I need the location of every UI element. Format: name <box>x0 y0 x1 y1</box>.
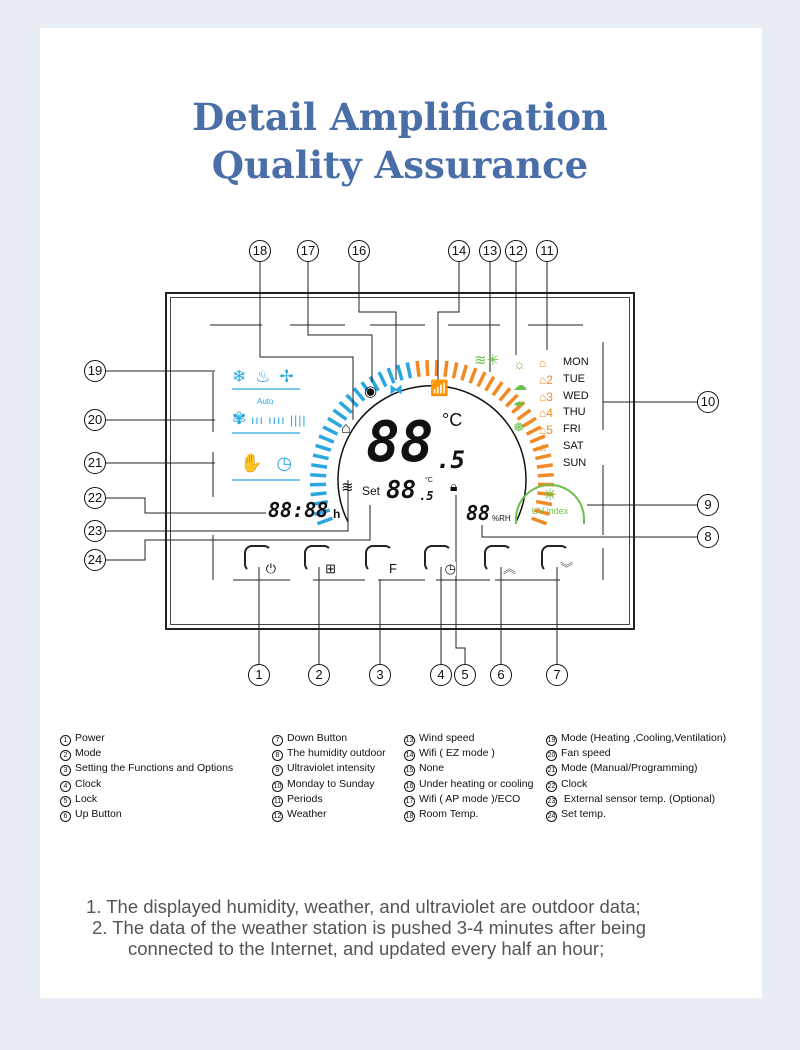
schedule-clock-icon: ◷ <box>276 453 307 473</box>
legend-number: 22 <box>547 782 556 790</box>
snowflake-icon: ❄ <box>232 367 256 386</box>
callout-13: 13 <box>479 240 501 262</box>
legend-item <box>404 792 533 807</box>
legend-number: 9 <box>272 765 283 776</box>
legend-item <box>272 761 386 776</box>
leader-line <box>482 525 697 537</box>
clock-icon: ◷ <box>444 561 456 576</box>
legend-number: 1 <box>60 735 71 746</box>
legend-label: Wifi ( AP mode )/ECO <box>419 792 521 805</box>
temperature-tick <box>417 361 419 377</box>
day-sat: SAT <box>563 440 584 452</box>
humidity-unit: %RH <box>492 514 511 523</box>
temperature-tick <box>445 361 447 377</box>
callout-2: 2 <box>308 664 330 686</box>
legend-label: The humidity outdoor <box>287 747 386 760</box>
period-icons: ⌂ ⌂2 ⌂3 ⌂4 ⌂5 ⌂ <box>539 356 553 454</box>
down-chevron-icon: ︾ <box>559 561 573 576</box>
temperature-tick <box>537 465 553 467</box>
day-thu: THU <box>563 406 586 419</box>
legend-label: Under heating or cooling <box>419 777 534 790</box>
legend-item <box>404 731 533 746</box>
legend-number: 14 <box>405 752 414 760</box>
manual-program-icons <box>240 453 306 474</box>
legend-number: 6 <box>60 811 71 822</box>
day-mon: MON <box>563 356 589 368</box>
legend-item <box>546 731 726 746</box>
legend-number: 12 <box>273 813 282 821</box>
temperature-tick <box>319 436 334 442</box>
legend-label: External sensor temp. (Optional) <box>561 792 716 805</box>
note-2: 2. The data of the weather station is pushed 3-4 minutes after being <box>92 917 646 938</box>
temperature-tick <box>316 445 331 450</box>
legend-label: Mode (Manual/Programming) <box>561 762 698 775</box>
temperature-tick <box>427 360 428 376</box>
callout-8: 8 <box>697 526 719 548</box>
temperature-tick <box>347 395 358 406</box>
legend-label: Mode <box>75 747 102 760</box>
legend-column <box>272 731 386 822</box>
leader-line <box>260 262 353 420</box>
legend-label: Wind speed <box>419 732 475 744</box>
legend-number: 24 <box>547 813 556 821</box>
legend-number: 11 <box>273 797 282 805</box>
callout-16: 16 <box>348 240 370 262</box>
legend-label: Clock <box>75 777 102 790</box>
clock-unit: h <box>333 507 341 521</box>
eco-icon: ◉ <box>364 383 378 400</box>
legend-label: Wifi ( EZ mode ) <box>419 747 495 760</box>
wifi-icon: 📶 <box>430 380 449 397</box>
clock-display: 88:88 <box>268 498 329 522</box>
callout-21: 21 <box>84 452 106 474</box>
sun-icon: ☼ <box>513 356 526 372</box>
legend-number: 23 <box>547 797 556 805</box>
callout-12: 12 <box>505 240 527 262</box>
fan-icon: ✢ <box>279 367 303 386</box>
wind-speed-icon: ≋✳ <box>474 352 500 369</box>
main-temp-decimal: .5 <box>436 446 465 474</box>
up-chevron-icon: ︽ <box>502 561 516 576</box>
legend-label: Setting the Functions and Options <box>75 762 234 775</box>
temperature-tick <box>398 365 403 380</box>
flame-icon: ♨ <box>255 367 280 386</box>
legend-number: 5 <box>60 796 71 807</box>
uv-gauge <box>515 484 585 524</box>
legend-item <box>60 792 233 807</box>
main-temp: 88 <box>366 410 434 475</box>
legend-label: Weather <box>287 808 327 821</box>
valve-icon: ⧓ <box>389 381 403 397</box>
callout-24: 24 <box>84 549 106 571</box>
room-temp-icon: ⌂ <box>341 420 351 437</box>
function-button[interactable] <box>365 545 397 576</box>
legend-item <box>546 761 726 776</box>
temperature-tick <box>379 372 386 386</box>
cloud-icon: ☁ <box>513 377 527 393</box>
legend-number: 2 <box>60 750 71 761</box>
legend-column <box>60 731 233 822</box>
legend-column <box>546 731 726 822</box>
day-fri: FRI <box>563 423 581 436</box>
day-tue: TUE <box>563 372 585 385</box>
legend-number: 4 <box>60 781 71 792</box>
legend-item <box>404 777 533 792</box>
legend-label: Up Button <box>75 808 122 821</box>
legend-item <box>60 777 233 792</box>
set-temp-unit: °C <box>425 477 433 484</box>
temperature-tick <box>462 365 467 380</box>
callout-14: 14 <box>448 240 470 262</box>
uv-burst-icon: ✳ <box>543 487 557 504</box>
fan-auto-label: Auto <box>257 397 274 406</box>
snow-cloud-icon: ❅ <box>513 419 525 435</box>
day-sun: SUN <box>563 456 587 469</box>
clock-button[interactable] <box>424 545 456 576</box>
weather-icons <box>513 354 529 438</box>
legend-number: 13 <box>405 737 414 744</box>
legend-label: Room Temp. <box>419 808 479 821</box>
hand-icon: ✋ <box>240 453 277 473</box>
temperature-tick <box>407 363 410 379</box>
day-wed: WED <box>563 389 589 402</box>
heating-icon: ≋ <box>341 479 354 496</box>
temperature-tick <box>323 427 337 434</box>
uv-label: UV index <box>531 506 569 516</box>
callout-3: 3 <box>369 664 391 686</box>
title-line-1: Detail Amplification <box>192 95 608 139</box>
legend-number: 15 <box>405 767 414 775</box>
callout-17: 17 <box>297 240 319 262</box>
callout-9: 9 <box>697 494 719 516</box>
legend-label: Monday to Sunday <box>287 777 375 790</box>
legend-item <box>60 807 233 822</box>
temperature-tick <box>311 493 327 495</box>
callout-10: 10 <box>697 391 719 413</box>
legend-item <box>272 746 386 761</box>
legend-number: 17 <box>405 797 414 805</box>
legend-item <box>272 807 386 822</box>
set-temp-decimal: .5 <box>419 489 434 503</box>
set-label: Set <box>362 484 381 498</box>
function-f-icon: F <box>389 561 397 576</box>
leader-line <box>106 498 266 513</box>
temperature-tick <box>310 475 326 476</box>
callout-18: 18 <box>249 240 271 262</box>
legend-number: 18 <box>405 813 414 821</box>
temperature-tick <box>436 360 437 376</box>
mode-grid-icon: ⊞ <box>325 561 336 576</box>
temperature-tick <box>500 388 510 400</box>
temperature-tick <box>328 418 342 426</box>
legend-number: 8 <box>272 750 283 761</box>
fan-speed-icon: ✾ ııı ıııı |||| <box>232 409 307 428</box>
legend-number: 19 <box>547 737 556 744</box>
legend-number: 20 <box>547 752 556 760</box>
title-line-2: Quality Assurance <box>211 143 589 187</box>
callout-7: 7 <box>546 664 568 686</box>
legend-label: Lock <box>75 792 98 805</box>
legend-number: 10 <box>273 782 282 790</box>
legend-label: Ultraviolet intensity <box>287 762 376 775</box>
legend-number: 16 <box>405 782 414 790</box>
temperature-tick <box>311 465 327 467</box>
mode-button[interactable] <box>304 545 336 576</box>
temperature-tick <box>354 388 364 400</box>
temperature-tick <box>470 368 476 383</box>
humidity-value: 88 <box>466 501 491 525</box>
callout-22: 22 <box>84 487 106 509</box>
leader-line <box>308 262 372 382</box>
legend-number: 7 <box>272 735 283 746</box>
temperature-tick <box>340 402 352 412</box>
legend-item <box>272 731 386 746</box>
legend-item <box>404 761 533 776</box>
legend-label: Periods <box>287 792 323 805</box>
callout-20: 20 <box>84 409 106 431</box>
mode-icons <box>232 367 303 387</box>
temperature-tick <box>478 372 485 386</box>
legend-label: None <box>419 762 445 775</box>
callout-4: 4 <box>430 664 452 686</box>
legend-item <box>404 807 533 822</box>
temperature-tick <box>486 377 494 391</box>
legend-item <box>546 746 726 761</box>
power-button[interactable] <box>244 545 276 576</box>
callout-19: 19 <box>84 360 106 382</box>
legend-item <box>546 777 726 792</box>
legend-label: Set temp. <box>561 808 606 821</box>
callout-11: 11 <box>536 240 558 262</box>
temperature-tick <box>453 363 456 379</box>
temperature-tick <box>334 410 347 419</box>
temperature-tick <box>313 455 329 459</box>
legend-item <box>546 792 726 807</box>
callout-1: 1 <box>248 664 270 686</box>
legend-column <box>404 731 533 822</box>
callout-5: 5 <box>454 664 476 686</box>
legend-number: 3 <box>60 765 71 776</box>
legend-label: Down Button <box>287 732 348 744</box>
note-3: connected to the Internet, and updated every half an hour; <box>128 938 605 959</box>
legend-item <box>60 731 233 746</box>
legend-number: 21 <box>547 767 556 775</box>
legend-label: Fan speed <box>561 747 611 760</box>
rain-icon: ☂ <box>513 398 526 414</box>
legend-item <box>60 761 233 776</box>
up-button[interactable] <box>484 545 516 576</box>
legend-item <box>60 746 233 761</box>
note-1: 1. The displayed humidity, weather, and ultraviolet are outdoor data; <box>86 896 641 917</box>
legend-item <box>404 746 533 761</box>
main-temp-unit: °C <box>442 410 463 430</box>
temperature-tick <box>493 382 502 395</box>
lock-icon: 🔒︎ <box>450 478 458 494</box>
legend-item <box>272 777 386 792</box>
callout-23: 23 <box>84 520 106 542</box>
legend-item <box>272 792 386 807</box>
down-button[interactable] <box>541 545 573 576</box>
power-icon: ⏻ <box>265 561 276 576</box>
callout-6: 6 <box>490 664 512 686</box>
legend-label: Mode (Heating ,Cooling,Ventilation) <box>561 732 727 744</box>
legend-label: Power <box>75 732 105 744</box>
temperature-tick <box>538 475 554 476</box>
leader-line <box>359 262 396 380</box>
legend-item <box>546 807 726 822</box>
set-temp: 88 <box>386 475 417 504</box>
legend-label: Clock <box>561 777 588 790</box>
